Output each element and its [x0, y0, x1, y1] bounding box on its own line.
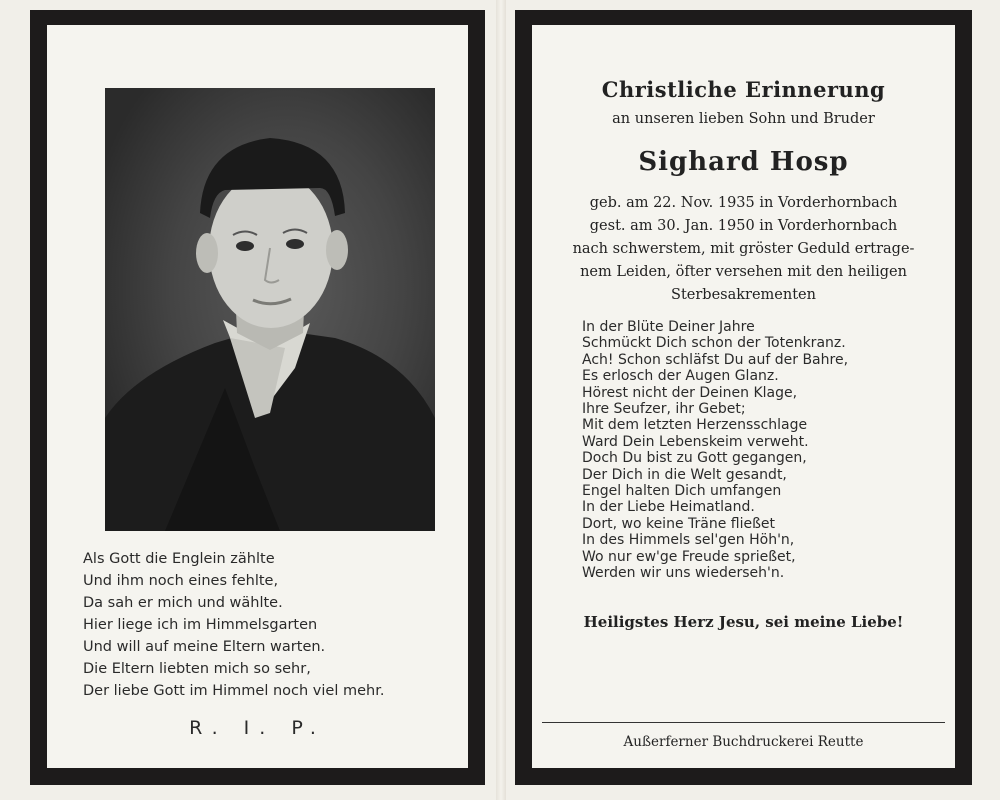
poem-line: Ihre Seufzer, ihr Gebet; — [582, 401, 746, 418]
rip-text: R. I. P. — [189, 717, 326, 739]
poem-line: In der Blüte Deiner Jahre — [582, 319, 755, 335]
center-fold — [496, 0, 506, 800]
poem-line: Engel halten Dich umfangen — [582, 483, 782, 500]
deceased-name: Sighard Hosp — [638, 147, 849, 177]
poem-line: Doch Du bist zu Gott gegangen, — [582, 450, 807, 467]
bio-line: gest. am 30. Jan. 1950 in Vorderhornbach — [589, 218, 898, 234]
boy-portrait-image — [105, 88, 435, 531]
right-poem — [582, 319, 848, 582]
poem-line: Es erlosch der Augen Glanz. — [582, 368, 779, 385]
poem-line: Ward Dein Lebenskeim verweht. — [582, 433, 809, 450]
left-card-panel — [47, 25, 468, 768]
bio-line: nach schwerstem, mit gröster Geduld ertrage- — [572, 241, 915, 257]
poem-line: Der Dich in die Welt gesandt, — [582, 466, 787, 483]
footer-divider — [542, 722, 945, 723]
bio-line: nem Leiden, öfter versehen mit den heiligen — [580, 264, 907, 280]
card-heading: Christliche Erinnerung — [601, 77, 886, 102]
bio-line: Sterbesakrementen — [671, 287, 816, 303]
poem-line: Hörest nicht der Deinen Klage, — [582, 384, 798, 401]
biographical-details — [532, 192, 955, 307]
printer-credit: Außerferner Buchdruckerei Reutte — [623, 734, 864, 750]
poem-line: Schmückt Dich schon der Totenkranz. — [582, 335, 846, 352]
left-poem — [83, 548, 483, 702]
portrait-photo — [105, 88, 435, 531]
poem-line: Da sah er mich und wählte. — [83, 595, 283, 611]
left-card-border — [30, 10, 485, 785]
poem-line: Hier liege ich im Himmelsgarten — [83, 617, 318, 633]
card-subheading: an unseren lieben Sohn und Bruder — [612, 111, 875, 127]
poem-line: Die Eltern liebten mich so sehr, — [83, 661, 311, 677]
closing-prayer: Heiligstes Herz Jesu, sei meine Liebe! — [583, 613, 904, 631]
poem-line: Und will auf meine Eltern warten. — [83, 639, 326, 655]
poem-line: Und ihm noch eines fehlte, — [83, 573, 279, 589]
bio-line: geb. am 22. Nov. 1935 in Vorderhornbach — [589, 195, 898, 211]
poem-line: In des Himmels sel'gen Höh'n, — [582, 532, 795, 549]
poem-line: Ach! Schon schläfst Du auf der Bahre, — [582, 351, 849, 368]
right-card-panel — [532, 25, 955, 768]
poem-line: Wo nur ew'ge Freude sprießet, — [582, 548, 796, 565]
poem-line: Dort, wo keine Träne fließet — [582, 515, 776, 532]
right-card-border — [515, 10, 972, 785]
poem-line: In der Liebe Heimatland. — [582, 499, 755, 516]
poem-line: Mit dem letzten Herzensschlage — [582, 417, 808, 434]
poem-line: Als Gott die Englein zählte — [83, 551, 275, 567]
poem-line: Werden wir uns wiederseh'n. — [582, 565, 785, 582]
poem-line: Der liebe Gott im Himmel noch viel mehr. — [83, 683, 385, 699]
